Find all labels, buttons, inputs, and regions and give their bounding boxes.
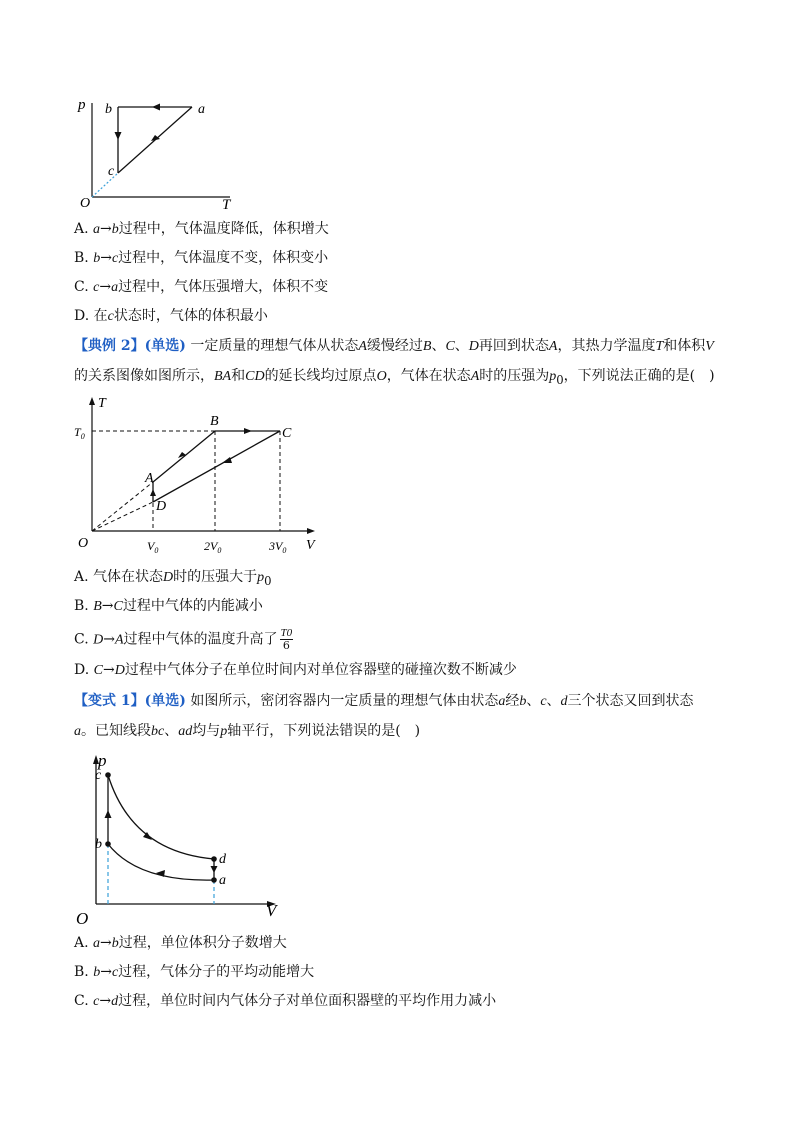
tick-t0: $T_0$	[74, 425, 85, 441]
q1-option-c: C. c→a过程中，气体压强增大，体积不变	[74, 279, 329, 295]
t-axis-arrow-icon	[89, 397, 95, 405]
label-v: V	[306, 538, 315, 553]
arrow-ab-icon	[178, 452, 186, 458]
fraction-t0-over-6: $\frac{T0}{6}$	[280, 627, 293, 652]
label-v: V	[266, 901, 277, 920]
figure-p-t-diagram	[70, 95, 240, 210]
label-c: c	[95, 768, 102, 783]
q2-option-d: D. C→D过程中气体分子在单位时间内对单位容器壁的碰撞次数不断减少	[74, 662, 517, 678]
q2-option-b: B. B→C过程中气体的内能减小	[74, 598, 263, 614]
label-p: p	[98, 752, 107, 770]
q3-option-c: C. c→d过程，单位时间内气体分子对单位面积器壁的平均作用力减小	[74, 993, 497, 1009]
dash-od	[92, 502, 153, 531]
tick-v0: $V_0$	[147, 539, 159, 555]
arrow-cd-icon	[222, 457, 232, 463]
variant1-line1: 【变式 1】(单选) 如图所示，密闭容器内一定质量的理想气体由状态a经b、c、d三个状态又回到状态	[74, 693, 694, 709]
segment-ab	[153, 431, 215, 482]
arrow-da-icon	[150, 489, 156, 496]
tick-3v0: $3V_0$	[269, 539, 287, 555]
label-a: A	[145, 471, 154, 486]
label-o: O	[78, 536, 89, 551]
label-b: b	[105, 102, 112, 117]
label-t: T	[98, 396, 106, 411]
label-d: D	[156, 499, 167, 514]
label-b: B	[210, 414, 219, 429]
figure-t-v-diagram	[70, 395, 330, 560]
arrow-da-icon	[211, 866, 218, 873]
q3-option-a: A. a→b过程，单位体积分子数增大	[74, 935, 287, 951]
label-b: b	[95, 837, 102, 852]
q1-option-d: D. 在c状态时，气体的体积最小	[74, 308, 268, 324]
label-t: T	[222, 197, 231, 210]
tick-2v0: $2V_0$	[204, 539, 222, 555]
label-a: a	[219, 873, 226, 888]
arrow-ab-icon	[156, 870, 165, 877]
arrow-bc-icon	[115, 132, 122, 140]
label-c: C	[282, 426, 292, 441]
point-b	[105, 841, 111, 847]
question-type: (单选)	[144, 693, 186, 709]
example-tag: 【典例 2】	[74, 338, 145, 354]
label-p: p	[78, 97, 86, 113]
q1-option-b: B. b→c过程中，气体温度不变，体积变小	[74, 250, 329, 266]
label-c: c	[108, 164, 115, 179]
q3-option-b: B. b→c过程，气体分子的平均动能增大	[74, 964, 315, 980]
point-d	[211, 856, 217, 862]
label-d: d	[219, 852, 226, 867]
q2-option-c: C. D→A过程中气体的温度升高了 $\frac{T0}{6}$	[74, 627, 293, 652]
example2-line1: 【典例 2】(单选) 一定质量的理想气体从状态A缓慢经过B、C、D再回到状态A，其热力学温度T和体积V	[74, 338, 714, 354]
point-c	[105, 772, 111, 778]
arrow-bc-icon	[244, 428, 252, 434]
label-o: O	[76, 909, 89, 927]
q1-option-a: A. a→b过程中，气体温度降低，体积增大	[74, 221, 329, 237]
label-o: O	[80, 196, 91, 210]
v-axis-arrow-icon	[307, 528, 315, 534]
arrow-ab-icon	[152, 104, 160, 111]
figure-p-v-diagram	[70, 752, 290, 927]
q2-option-a: A. 气体在状态D时的压强大于$p_0$	[74, 569, 272, 588]
example2-line2: 的关系图像如图所示，BA和CD的延长线均过原点O，气体在状态A时的压强为$p_0$，下列说法正确的是( )	[74, 368, 715, 387]
variant-tag: 【变式 1】	[74, 693, 145, 709]
point-a	[211, 877, 217, 883]
question-type: (单选)	[144, 338, 186, 354]
arrow-bc-icon	[105, 810, 112, 818]
variant1-line2: a。已知线段bc、ad均与p轴平行，下列说法错误的是( )	[74, 723, 421, 739]
curve-cd	[108, 775, 214, 859]
label-a: a	[198, 102, 205, 117]
